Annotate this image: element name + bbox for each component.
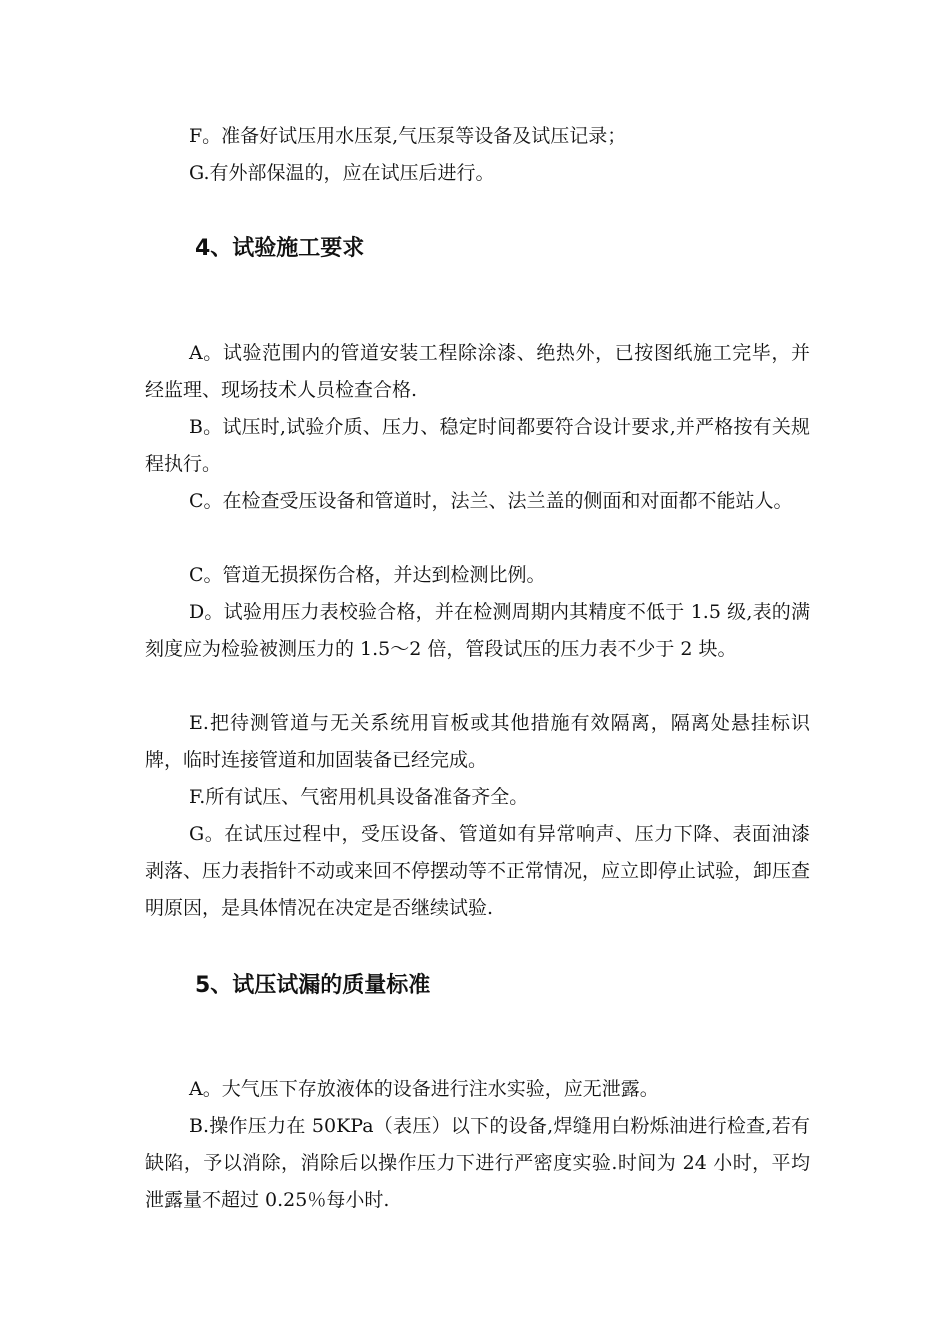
section-4-item-c1: C。在检查受压设备和管道时，法兰、法兰盖的侧面和对面都不能站人。 <box>189 490 793 512</box>
paragraph-g-insulation: G.有外部保温的，应在试压后进行。 <box>189 162 495 184</box>
section-4-item-f: F.所有试压、气密用机具设备准备齐全。 <box>189 786 529 808</box>
section-4-item-a: A。试验范围内的管道安装工程除涂漆、绝热外，已按图纸施工完毕，并经监理、现场技术人员检查合格. <box>145 342 810 401</box>
section-5-item-a: A。大气压下存放液体的设备进行注水实验，应无泄露。 <box>189 1078 659 1100</box>
section-4-item-d: D。试验用压力表校验合格，并在检测周期内其精度不低于 1.5 级,表的满刻度应为检验被测压力的 1.5～2 倍，管段试压的压力表不少于 2 块。 <box>145 601 810 660</box>
section-4-heading: 4、试验施工要求 <box>195 236 365 261</box>
section-5-item-b: B.操作压力在 50KPa（表压）以下的设备,焊缝用白粉烁油进行检查,若有缺陷，予以消除，消除后以操作压力下进行严密度实验.时间为 24 小时，平均泄露量不超过 0.25％每小时. <box>145 1115 810 1211</box>
paragraph-f-prep: F。准备好试压用水压泵,气压泵等设备及试压记录； <box>189 125 627 147</box>
section-4-item-c2: C。管道无损探伤合格，并达到检测比例。 <box>189 564 546 586</box>
section-4-item-g: G。在试压过程中，受压设备、管道如有异常响声、压力下降、表面油漆剥落、压力表指针不动或来回不停摆动等不正常情况，应立即停止试验，卸压查明原因，是具体情况在决定是否继续试验. <box>145 823 811 919</box>
section-5-heading: 5、试压试漏的质量标准 <box>195 973 431 998</box>
section-4-item-b: B。试压时,试验介质、压力、稳定时间都要符合设计要求,并严格按有关规程执行。 <box>145 416 810 475</box>
section-4-item-e: E.把待测管道与无关系统用盲板或其他措施有效隔离，隔离处悬挂标识牌，临时连接管道和加固装备已经完成。 <box>145 712 810 771</box>
